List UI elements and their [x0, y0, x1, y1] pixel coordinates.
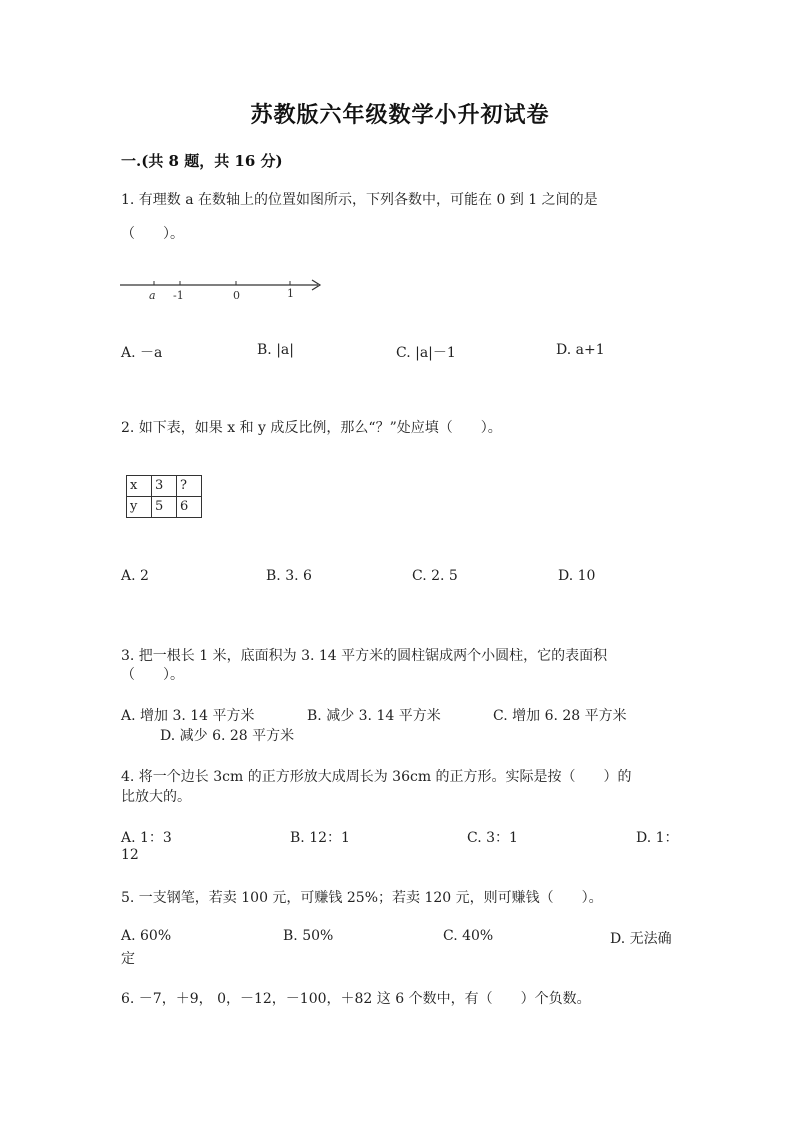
table-cell: 5: [152, 497, 177, 518]
q4-option-d: D. 1：: [636, 830, 679, 846]
q1-option-d: D. a+1: [556, 342, 605, 358]
q5-option-d-wrap: 定: [121, 951, 135, 967]
table-cell: ?: [177, 476, 202, 497]
label-1: 1: [287, 287, 294, 300]
xy-table: [126, 475, 202, 518]
q2-option-d: D. 10: [558, 568, 596, 584]
question-1-text: 1. 有理数 a 在数轴上的位置如图所示，下列各数中，可能在 0 到 1 之间的是: [121, 192, 598, 208]
q3-option-d: D. 减少 6. 28 平方米: [160, 728, 295, 744]
q4-option-a: A. 1：3: [121, 830, 172, 846]
q5-option-c: C. 40%: [443, 928, 494, 944]
label-0: 0: [233, 289, 240, 302]
q5-option-a: A. 60%: [121, 928, 172, 944]
question-3-line2: （ ）。: [121, 667, 184, 683]
table-row: [127, 476, 202, 497]
table-row: [127, 497, 202, 518]
q1-option-b: B. |a|: [257, 342, 294, 358]
table-cell: 3: [152, 476, 177, 497]
q3-option-c: C. 增加 6. 28 平方米: [493, 708, 627, 724]
question-3-line1: 3. 把一根长 1 米，底面积为 3. 14 平方米的圆柱锯成两个小圆柱，它的表面积: [121, 648, 608, 664]
q5-option-d: D. 无法确: [610, 931, 672, 947]
q2-option-a: A. 2: [121, 568, 149, 584]
page-title: 苏教版六年级数学小升初试卷: [250, 102, 550, 128]
section-heading: 一.(共 8 题，共 16 分): [121, 152, 283, 170]
q4-option-d-wrap: 12: [121, 847, 139, 863]
question-1-paren: （ ）。: [121, 226, 184, 242]
q1-option-c: C. |a|－1: [396, 345, 456, 361]
q4-option-c: C. 3：1: [467, 830, 518, 846]
number-line-svg: [118, 275, 328, 305]
number-line-figure: [118, 275, 328, 309]
label-neg1: -1: [173, 289, 184, 302]
table-cell: x: [127, 476, 152, 497]
q3-option-a: A. 增加 3. 14 平方米: [121, 708, 255, 724]
question-5-text: 5. 一支钢笔，若卖 100 元，可赚钱 25%；若卖 120 元，则可赚钱（ ）。: [121, 890, 603, 906]
q2-option-b: B. 3. 6: [266, 568, 312, 584]
label-a: a: [149, 289, 156, 302]
q3-option-b: B. 减少 3. 14 平方米: [307, 708, 441, 724]
table-cell: 6: [177, 497, 202, 518]
q5-option-b: B. 50%: [283, 928, 334, 944]
question-6-text: 6. －7，＋9， 0，－12，－100，＋82 这 6 个数中，有（ ）个负数。: [121, 991, 591, 1007]
table-cell: y: [127, 497, 152, 518]
question-4-line1: 4. 将一个边长 3cm 的正方形放大成周长为 36cm 的正方形。实际是按（ ）的: [121, 769, 632, 785]
question-2-text: 2. 如下表，如果 x 和 y 成反比例，那么“？”处应填（ ）。: [121, 420, 502, 436]
q4-option-b: B. 12：1: [290, 830, 350, 846]
q1-option-a: A. －a: [121, 345, 163, 361]
q2-option-c: C. 2. 5: [412, 568, 458, 584]
question-4-line2: 比放大的。: [121, 789, 191, 805]
